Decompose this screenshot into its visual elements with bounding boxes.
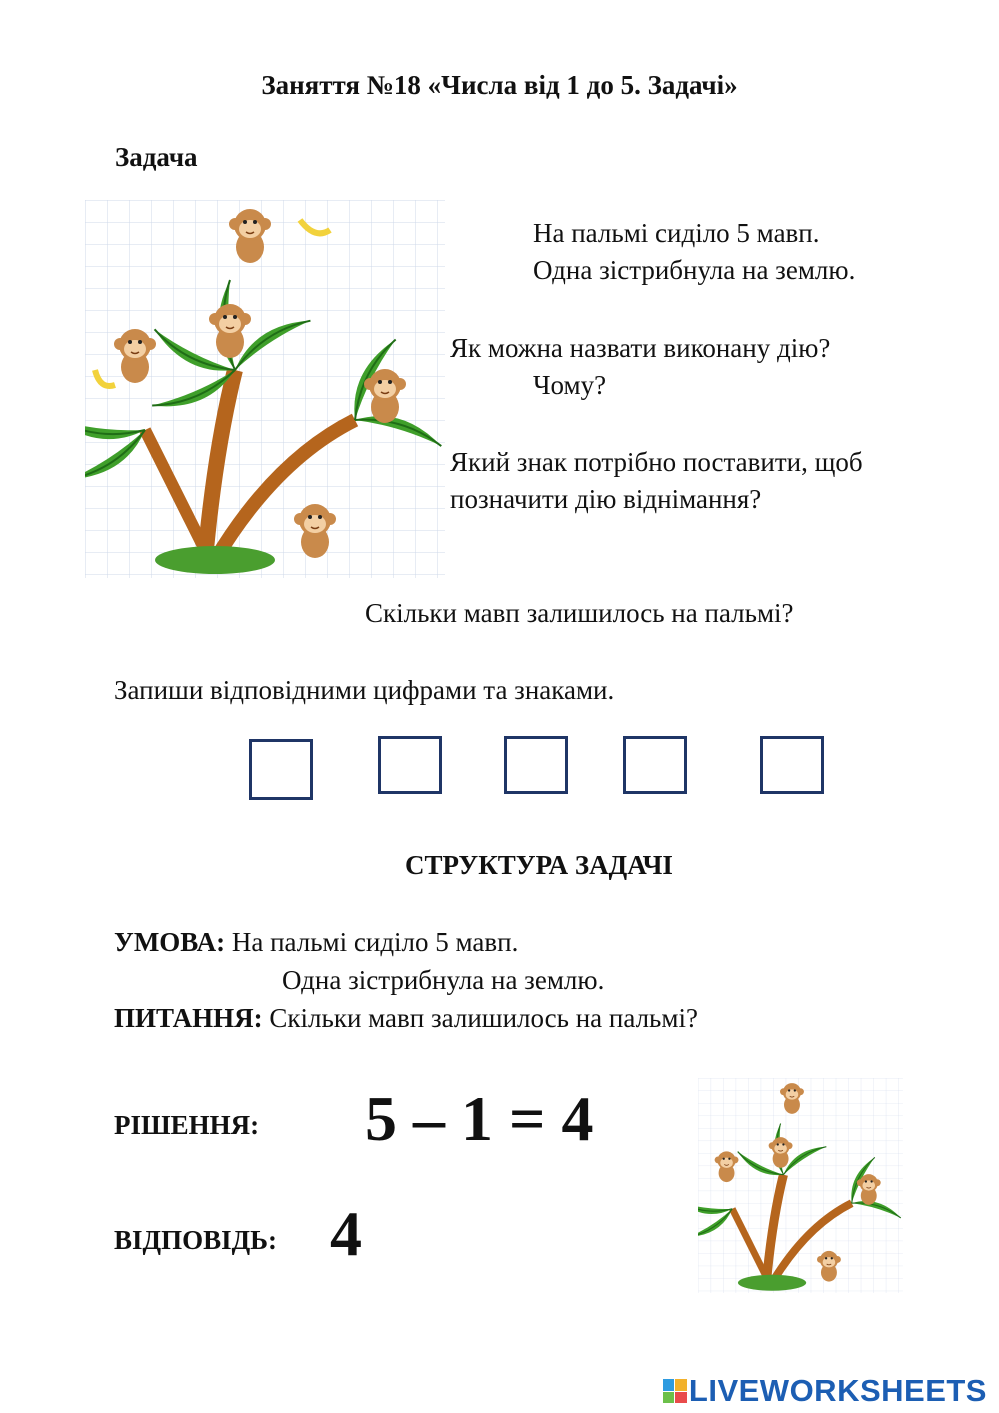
structure-heading: СТРУКТУРА ЗАДАЧІ: [405, 850, 673, 880]
problem-line-2: Одна зістрибнула на землю.: [533, 255, 856, 285]
answer-box-3[interactable]: [504, 736, 568, 794]
answer-box-4[interactable]: [623, 736, 687, 794]
problem-line-1: На пальмі сиділо 5 мавп.: [533, 218, 820, 248]
answer-box-2[interactable]: [378, 736, 442, 794]
page-title: Заняття №18 «Числа від 1 до 5. Задачі»: [261, 70, 738, 100]
condition-label: УМОВА:: [114, 927, 226, 957]
logo-icon: [663, 1379, 687, 1403]
answer-label: ВІДПОВІДЬ:: [114, 1225, 278, 1255]
condition-line-2: Одна зістрибнула на землю.: [282, 965, 605, 995]
logo-text: LIVEWORKSHEETS: [688, 1373, 987, 1408]
section-label: Задача: [115, 142, 198, 172]
question-row: [114, 1003, 698, 1034]
instruction: Запиши відповідними цифрами та знаками.: [114, 675, 615, 705]
question-1-line-2: Чому?: [533, 370, 607, 400]
question-label: ПИТАННЯ:: [114, 1003, 263, 1033]
question-2-line-1: Який знак потрібно поставити, щоб: [450, 447, 863, 477]
question-1-line-1: Як можна назвати виконану дію?: [450, 333, 831, 363]
answer-box-1[interactable]: [249, 739, 313, 800]
question-3: Скільки мавп залишилось на пальмі?: [365, 598, 794, 628]
condition-row: [114, 927, 518, 958]
condition-line-1: На пальмі сиділо 5 мавп.: [231, 927, 519, 957]
question-text: Скільки мавп залишилось на пальмі?: [269, 1003, 698, 1033]
palm-monkeys-image: [85, 200, 445, 578]
question-2-line-2: позначити дію віднімання?: [450, 484, 762, 514]
answer-box-5[interactable]: [760, 736, 824, 794]
answer-value: 4: [330, 1198, 362, 1269]
solution-expression: 5 – 1 = 4: [365, 1083, 594, 1154]
liveworksheets-logo: [663, 1373, 987, 1409]
solution-label: РІШЕННЯ:: [114, 1110, 260, 1140]
palm-monkeys-image-small: [698, 1078, 903, 1293]
